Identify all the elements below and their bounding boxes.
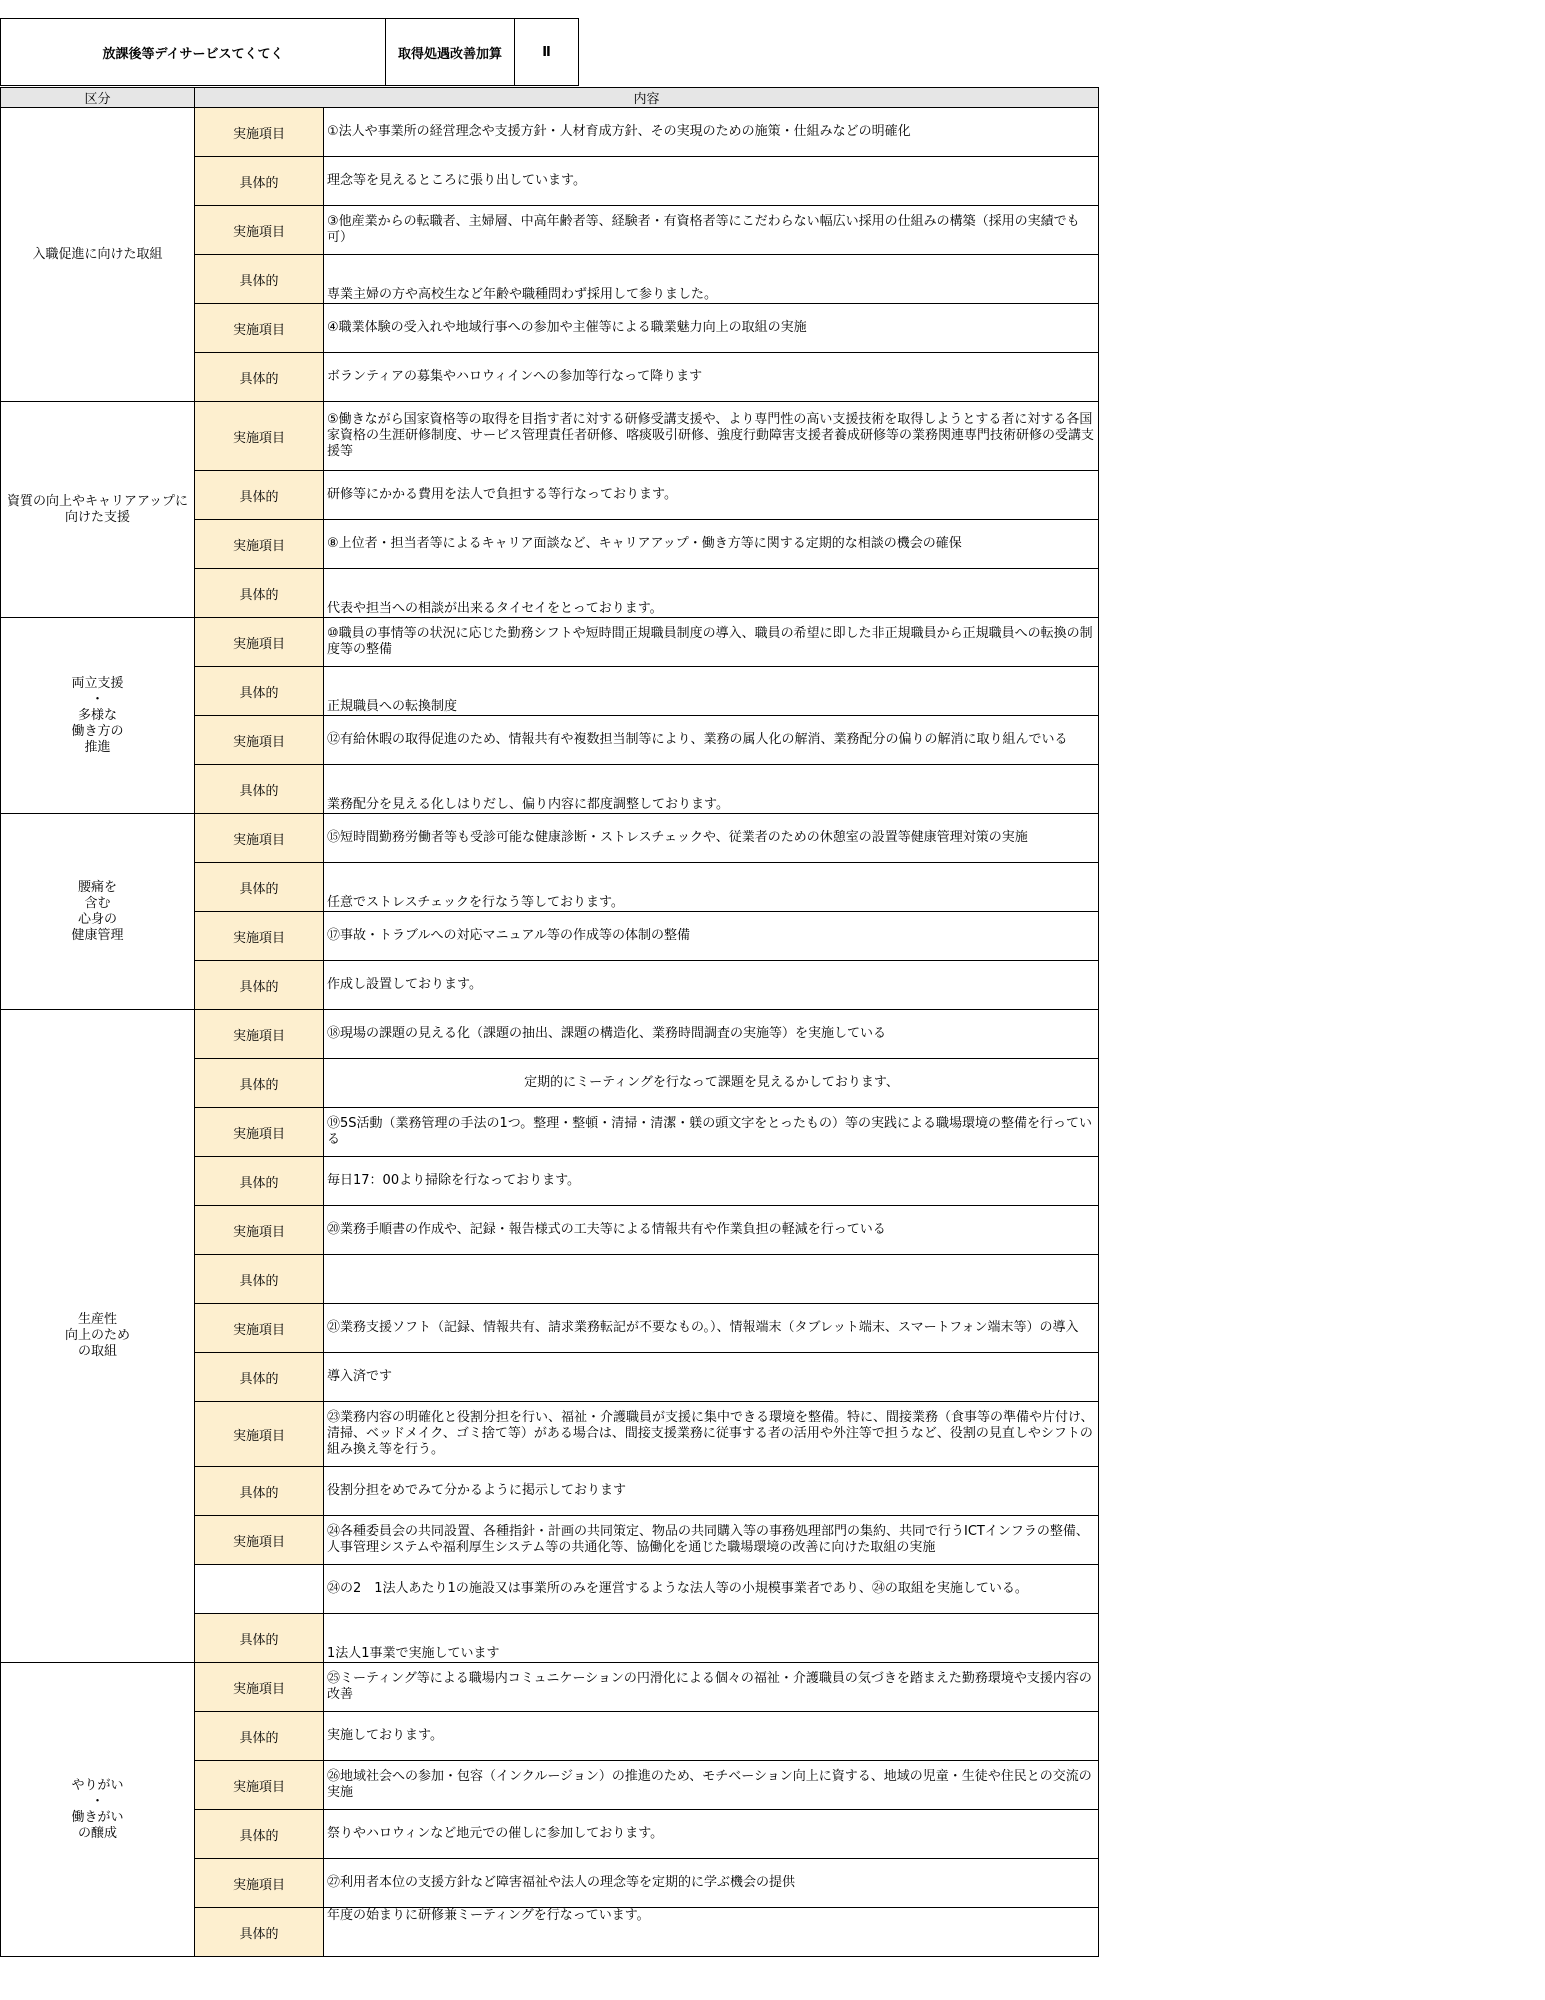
row-text: ⑫有給休暇の取得促進のため、情報共有や複数担当制等により、業務の属人化の解消、業務配分の偏りの解消に取り組んでいる	[324, 716, 1099, 765]
row-label-item: 実施項目	[195, 1206, 324, 1255]
row-text: ㉕ミーティング等による職場内コミュニケーションの円滑化による個々の福祉・介護職員の気づきを踏まえた勤務環境や支援内容の改善	[324, 1663, 1099, 1712]
row-label-concrete: 具体的	[195, 353, 324, 402]
row-label-item: 実施項目	[195, 520, 324, 569]
table-header-row	[1, 88, 1099, 108]
row-text: 実施しております。	[324, 1712, 1099, 1761]
category-cell: 生産性 向上のため の取組	[1, 1010, 195, 1663]
row-label-item: 実施項目	[195, 1663, 324, 1712]
addition-label: 取得処遇改善加算	[397, 46, 502, 62]
row-label-concrete: 具体的	[195, 1353, 324, 1402]
row-text: ⑮短時間勤務労働者等も受診可能な健康診断・ストレスチェックや、従業者のための休憩室の設置等健康管理対策の実施	[324, 814, 1099, 863]
row-label-item: 実施項目	[195, 304, 324, 353]
row-text: ③他産業からの転職者、主婦層、中高年齢者等、経験者・有資格者等にこだわらない幅広い採用の仕組みの構築（採用の実績でも可）	[324, 206, 1099, 255]
table-row	[1, 1663, 1099, 1712]
row-label-concrete: 具体的	[195, 1157, 324, 1206]
row-label-item: 実施項目	[195, 206, 324, 255]
row-text: ⑩職員の事情等の状況に応じた勤務シフトや短時間正規職員制度の導入、職員の希望に即した非正規職員から正規職員への転換の制度等の整備	[324, 618, 1099, 667]
row-label-item: 実施項目	[195, 716, 324, 765]
table-row	[1, 402, 1099, 471]
category-cell: 入職促進に向けた取組	[1, 108, 195, 402]
row-text: ①法人や事業所の経営理念や支援方針・人材育成方針、その実現のための施策・仕組みなどの明確化	[324, 108, 1099, 157]
table-row	[1, 814, 1099, 863]
row-label-concrete: 具体的	[195, 1255, 324, 1304]
row-text: 定期的にミーティングを行なって課題を見えるかしております、	[324, 1059, 1099, 1108]
row-label-item: 実施項目	[195, 1108, 324, 1157]
row-label-concrete: 具体的	[195, 1059, 324, 1108]
row-text: ④職業体験の受入れや地域行事への参加や主催等による職業魅力向上の取組の実施	[324, 304, 1099, 353]
row-text: 研修等にかかる費用を法人で負担する等行なっております。	[324, 471, 1099, 520]
row-text: 年度の始まりに研修兼ミーティングを行なっています。	[324, 1908, 1099, 1957]
col-category-header: 区分	[1, 88, 195, 108]
row-text: 祭りやハロウィンなど地元での催しに参加しております。	[324, 1810, 1099, 1859]
measures-table	[0, 87, 1099, 1957]
row-text: ⑧上位者・担当者等によるキャリア面談など、キャリアアップ・働き方等に関する定期的な相談の機会の確保	[324, 520, 1099, 569]
row-label-item: 実施項目	[195, 402, 324, 471]
col-content-header: 内容	[195, 88, 1099, 108]
category-cell: 腰痛を 含む 心身の 健康管理	[1, 814, 195, 1010]
facility-name: 放課後等デイサービスてくてく	[102, 46, 284, 62]
row-label-item: 実施項目	[195, 1516, 324, 1565]
row-text: ⑰事故・トラブルへの対応マニュアル等の作成等の体制の整備	[324, 912, 1099, 961]
table-body	[1, 108, 1099, 1957]
row-text	[324, 1255, 1099, 1304]
row-text: 1法人1事業で実施しています	[324, 1614, 1099, 1663]
row-label-item: 実施項目	[195, 1761, 324, 1810]
row-text: ㉔の2 1法人あたり1の施設又は事業所のみを運営するような法人等の小規模事業者であり、㉔の取組を実施している。	[324, 1565, 1099, 1614]
addition-value-cell	[514, 18, 579, 86]
row-text: ㉔各種委員会の共同設置、各種指針・計画の共同策定、物品の共同購入等の事務処理部門の集約、共同で行うICTインフラの整備、人事管理システムや福利厚生システム等の共通化等、協働化を通じた職場環境の改善に向けた取組の実施	[324, 1516, 1099, 1565]
addition-value: Ⅱ	[542, 44, 551, 60]
row-label-item: 実施項目	[195, 912, 324, 961]
row-label-item: 実施項目	[195, 1859, 324, 1908]
row-label-concrete: 具体的	[195, 961, 324, 1010]
row-label-item: 実施項目	[195, 1010, 324, 1059]
row-text: ⑲5S活動（業務管理の手法の1つ。整理・整頓・清掃・清潔・躾の頭文字をとったもの）等の実践による職場環境の整備を行っている	[324, 1108, 1099, 1157]
row-label-item: 実施項目	[195, 814, 324, 863]
row-label-concrete: 具体的	[195, 1908, 324, 1957]
row-text: 代表や担当への相談が出来るタイセイをとっております。	[324, 569, 1099, 618]
row-text: 作成し設置しております。	[324, 961, 1099, 1010]
facility-name-cell	[0, 18, 386, 86]
table-row	[1, 108, 1099, 157]
row-text: ⑤働きながら国家資格等の取得を目指す者に対する研修受講支援や、より専門性の高い支援技術を取得しようとする者に対する各国家資格の生涯研修制度、サービス管理責任者研修、喀痰吸引研修、強度行動障害支援者養成研修等の業務関連専門技術研修の受講支援等	[324, 402, 1099, 471]
row-label-item: 実施項目	[195, 108, 324, 157]
row-text: ㉓業務内容の明確化と役割分担を行い、福祉・介護職員が支援に集中できる環境を整備。特に、間接業務（食事等の準備や片付け、清掃、ベッドメイク、ゴミ捨て等）がある場合は、間接支援業務に従事する者の活用や外注等で担うなど、役割の見直しやシフトの組み換え等を行う。	[324, 1402, 1099, 1467]
row-label-concrete: 具体的	[195, 765, 324, 814]
row-label-item: 実施項目	[195, 1402, 324, 1467]
row-label-concrete: 具体的	[195, 863, 324, 912]
table-row	[1, 618, 1099, 667]
row-label-concrete: 具体的	[195, 1614, 324, 1663]
row-text: ㉖地域社会への参加・包容（インクルージョン）の推進のため、モチベーション向上に資する、地域の児童・生徒や住民との交流の実施	[324, 1761, 1099, 1810]
row-label-concrete: 具体的	[195, 1712, 324, 1761]
row-text: 役割分担をめでみて分かるように掲示しております	[324, 1467, 1099, 1516]
row-text: 理念等を見えるところに張り出しています。	[324, 157, 1099, 206]
row-text: 任意でストレスチェックを行なう等しております。	[324, 863, 1099, 912]
row-text: ⑱現場の課題の見える化（課題の抽出、課題の構造化、業務時間調査の実施等）を実施している	[324, 1010, 1099, 1059]
row-label-concrete: 具体的	[195, 157, 324, 206]
category-cell: やりがい ・ 働きがい の醸成	[1, 1663, 195, 1957]
category-cell: 資質の向上やキャリアアップに 向けた支援	[1, 402, 195, 618]
row-label-concrete: 具体的	[195, 1810, 324, 1859]
row-text: 導入済です	[324, 1353, 1099, 1402]
row-text: 毎日17：00より掃除を行なっております。	[324, 1157, 1099, 1206]
row-label-item: 実施項目	[195, 1304, 324, 1353]
row-text: ⑳業務手順書の作成や、記録・報告様式の工夫等による情報共有や作業負担の軽減を行っている	[324, 1206, 1099, 1255]
category-cell: 両立支援 ・ 多様な 働き方の 推進	[1, 618, 195, 814]
row-label-concrete: 具体的	[195, 1467, 324, 1516]
row-label-item: 実施項目	[195, 618, 324, 667]
addition-label-cell	[385, 18, 515, 86]
row-text: ㉑業務支援ソフト（記録、情報共有、請求業務転記が不要なもの。）、情報端末（タブレット端末、スマートフォン端末等）の導入	[324, 1304, 1099, 1353]
row-text: ㉗利用者本位の支援方針など障害福祉や法人の理念等を定期的に学ぶ機会の提供	[324, 1859, 1099, 1908]
row-text: ボランティアの募集やハロウィインへの参加等行なって降ります	[324, 353, 1099, 402]
row-text: 専業主婦の方や高校生など年齢や職種問わず採用して参りました。	[324, 255, 1099, 304]
row-text: 業務配分を見える化しはりだし、偏り内容に都度調整しております。	[324, 765, 1099, 814]
row-label-concrete: 具体的	[195, 471, 324, 520]
row-label-empty	[195, 1565, 324, 1614]
table-row	[1, 1010, 1099, 1059]
row-text: 正規職員への転換制度	[324, 667, 1099, 716]
row-label-concrete: 具体的	[195, 255, 324, 304]
row-label-concrete: 具体的	[195, 667, 324, 716]
row-label-concrete: 具体的	[195, 569, 324, 618]
